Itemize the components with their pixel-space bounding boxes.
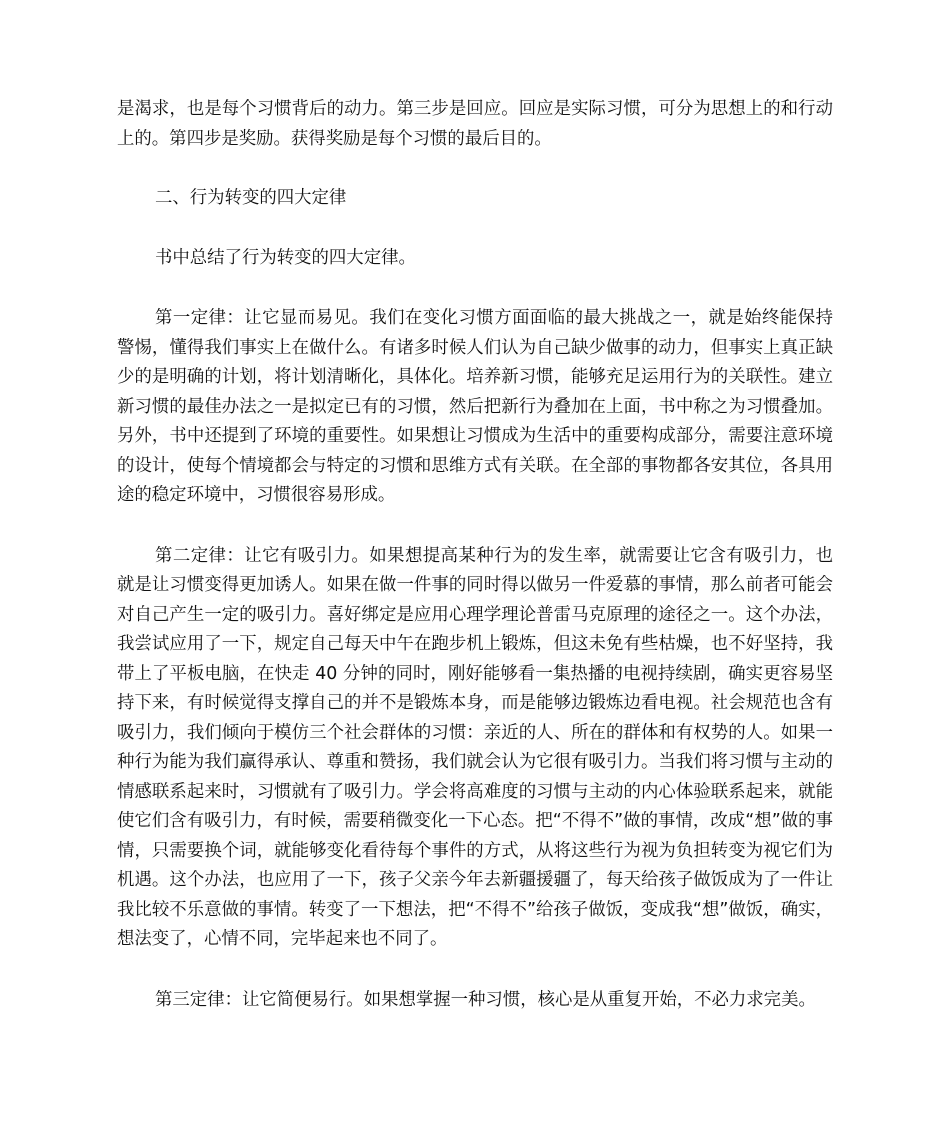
paragraph-second-law: 第二定律：让它有吸引力。如果想提高某种行为的发生率，就需要让它含有吸引力，也就是让习惯变得更加诱人。如果在做一件事的同时得以做另一件爱慕的事情，那么前者可能会对自己产生一定的吸引力。喜好绑定是应用心理学理论普雷马克原理的途径之一。这个办法，我尝试应用了一下，规定自己每天中午在跑步机上锻炼，但这未免有些枯燥，也不好坚持，我带上了平板电脑，在快走 40 分钟的同时，刚好能够看一集热播的电视持续剧，确实更容易坚持下来，有时候觉得支撑自己的并不是锻炼本身，而是能够边锻炼边看电视。社会规范也含有吸引力，我们倾向于模仿三个社会群体的习惯：亲近的人、所在的群体和有权势的人。如果一种行为能为我们赢得承认、尊重和赞扬，我们就会认为它很有吸引力。当我们将习惯与主动的情感联系起来时，习惯就有了吸引力。学会将高难度的习惯与主动的内心体验联系起来，就能使它们含有吸引力，有时候，需要稍微变化一下心态。把“不得不”做的事情，改成“想”做的事情，只需要换个词，就能够变化看待每个事件的方式，从将这些行为视为负担转变为视它们为机遇。这个办法，也应用了一下，孩子父亲今年去新疆援疆了，每天给孩子做饭成为了一件让我比较不乐意做的事情。转变了一下想法，把“不得不”给孩子做饭，变成我“想”做饭，确实，想法变了，心情不同，完毕起来也不同了。 [117,545,833,949]
document-page [117,95,833,1015]
paragraph-intro: 书中总结了行为转变的四大定律。 [155,247,416,268]
paragraph-continuation: 是渴求，也是每个习惯背后的动力。第三步是回应。回应是实际习惯，可分为思想上的和行动上的。第四步是奖励。获得奖励是每个习惯的最后目的。 [117,99,833,149]
paragraph-third-law: 第三定律：让它简便易行。如果想掌握一种习惯，核心是从重复开始，不必力求完美。 [155,989,816,1010]
section-heading: 二、行为转变的四大定律 [155,188,347,208]
paragraph-first-law: 第一定律：让它显而易见。我们在变化习惯方面面临的最大挑战之一，就是始终能保持警惕，懂得我们事实上在做什么。有诸多时候人们认为自己缺少做事的动力，但事实上真正缺少的是明确的计划，将计划清晰化，具体化。培养新习惯，能够充足运用行为的关联性。建立新习惯的最佳办法之一是拟定已有的习惯，然后把新行为叠加在上面，书中称之为习惯叠加。另外，书中还提到了环境的重要性。如果想让习惯成为生活中的重要构成部分，需要注意环境的设计，使每个情境都会与特定的习惯和思维方式有关联。在全部的事物都各安其位，各具用途的稳定环境中，习惯很容易形成。 [117,308,833,505]
